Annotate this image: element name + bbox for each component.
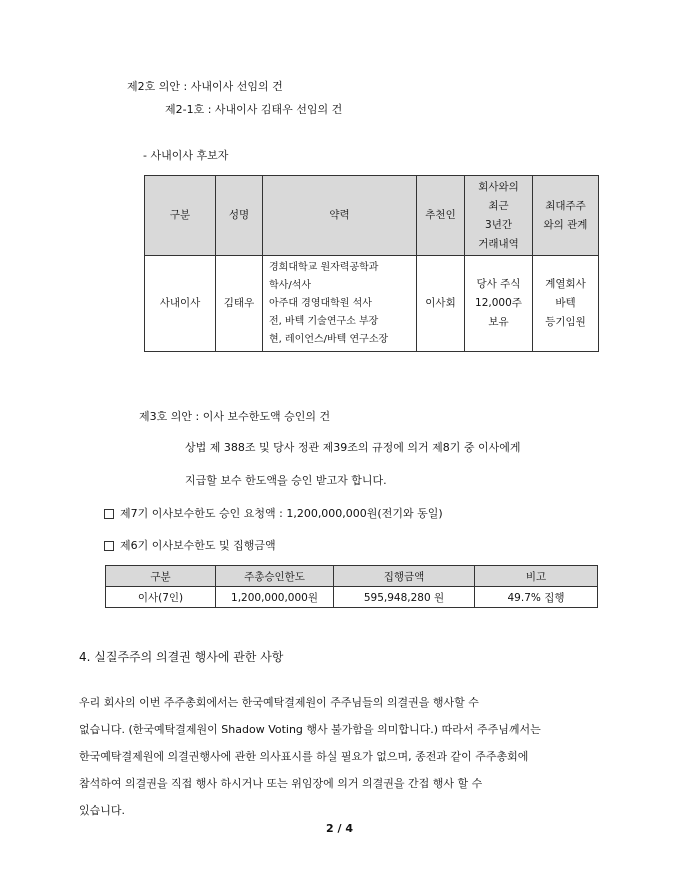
- cell-relation: 계열회사 바텍 등기임원: [533, 256, 599, 352]
- pay-header-limit: 주총승인한도: [216, 566, 334, 587]
- header-recommender: 추천인: [417, 176, 465, 256]
- pay-table: [105, 565, 598, 608]
- paragraph-line: 있습니다.: [79, 804, 126, 817]
- agenda2-sub-title: 제2-1호 : 사내이사 김태우 선임의 건: [165, 103, 343, 116]
- cell-transactions: 당사 주식 12,000주 보유: [465, 256, 533, 352]
- header-name: 성명: [216, 176, 263, 256]
- paragraph-line: 한국예탁결제원에 의결권행사에 관한 의사표시를 하실 필요가 없으며, 종전과 같이 주주총회에: [79, 750, 529, 763]
- pay-header-remarks: 비고: [475, 566, 598, 587]
- table-row: [145, 256, 599, 352]
- pay-header-category: 구분: [106, 566, 216, 587]
- page-number: 2 / 4: [326, 822, 353, 835]
- agenda3-item-2: 제6기 이사보수한도 및 집행금액: [104, 537, 276, 553]
- paragraph-line: 참석하여 의결권을 직접 행사 하시거나 또는 위임장에 의거 의결권을 간접 행사 할 수: [79, 777, 483, 790]
- checkbox-square-icon: [104, 541, 114, 551]
- agenda3-title: 제3호 의안 : 이사 보수한도액 승인의 건: [139, 410, 331, 423]
- pay-cell-executed: 595,948,280 원: [334, 587, 475, 608]
- header-relation: 최대주주 와의 관계: [533, 176, 599, 256]
- section4-paragraph: [79, 689, 609, 824]
- agenda3-item-1: 제7기 이사보수한도 승인 요청액 : 1,200,000,000원(전기와 동일): [104, 505, 443, 521]
- table-row: [106, 587, 598, 608]
- agenda3-body-line-2: 지급할 보수 한도액을 승인 받고자 합니다.: [185, 474, 387, 487]
- agenda3-body-line-1: 상법 제 388조 및 당사 정관 제39조의 규정에 의거 제8기 중 이사에게: [185, 441, 521, 454]
- section4-heading: 4. 실질주주의 의결권 행사에 관한 사항: [79, 650, 284, 664]
- cell-recommender: 이사회: [417, 256, 465, 352]
- agenda2-title: 제2호 의안 : 사내이사 선임의 건: [127, 80, 283, 93]
- pay-cell-limit: 1,200,000,000원: [216, 587, 334, 608]
- header-category: 구분: [145, 176, 216, 256]
- header-career: 약력: [263, 176, 417, 256]
- candidate-table: [144, 175, 599, 352]
- paragraph-line: 없습니다. (한국예탁결제원이 Shadow Voting 행사 불가함을 의미합니다.) 따라서 주주님께서는: [79, 723, 541, 736]
- paragraph-line: 우리 회사의 이번 주주총회에서는 한국예탁결제원이 주주님들의 의결권을 행사할 수: [79, 696, 479, 709]
- cell-category: 사내이사: [145, 256, 216, 352]
- pay-header-executed: 집행금액: [334, 566, 475, 587]
- candidate-label: - 사내이사 후보자: [143, 149, 229, 162]
- candidate-table-header: [145, 176, 599, 256]
- pay-cell-remarks: 49.7% 집행: [475, 587, 598, 608]
- pay-table-header: [106, 566, 598, 587]
- cell-career: 경희대학교 원자력공학과 학사/석사 아주대 경영대학원 석사 전, 바텍 기술연구소 부장 현, 레이언스/바텍 연구소장: [263, 256, 417, 352]
- checkbox-square-icon: [104, 509, 114, 519]
- pay-cell-category: 이사(7인): [106, 587, 216, 608]
- cell-name: 김태우: [216, 256, 263, 352]
- header-transactions: 회사와의 최근 3년간 거래내역: [465, 176, 533, 256]
